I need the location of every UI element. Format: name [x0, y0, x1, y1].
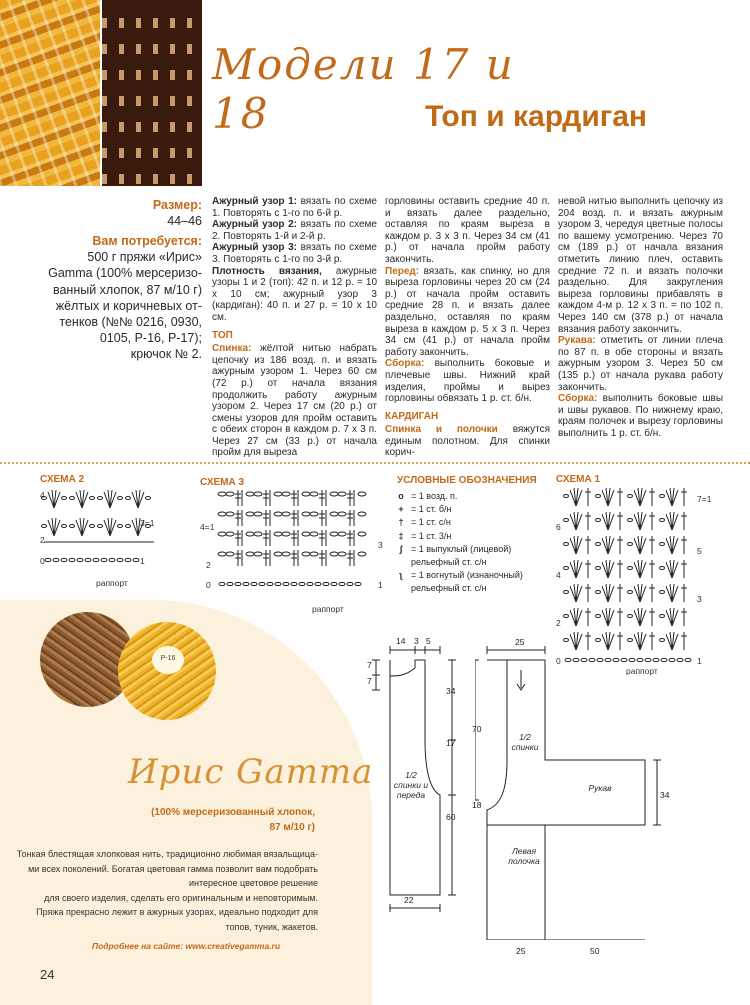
cardigan-dim: 34 [660, 790, 670, 800]
legend-item [395, 569, 545, 595]
yarn-label: P-16 [152, 646, 184, 674]
cardigan-dim: 25 [516, 946, 526, 956]
yarn-desc-line: топов, туник, жакетов. [225, 921, 318, 932]
website-link[interactable]: Подробнее на сайте: www.creativegamma.ru [92, 941, 281, 951]
scheme-1-row: 4 [556, 570, 561, 580]
chain-stitch-icon: o [398, 491, 404, 501]
back-text: жёлтой нитью набрать цепочку из 186 возд. п. и вязать ажурным узором 1. Через 60 см (72 р.) от начала вязания продолжить работу ажурным узором 2. Через 17 см (20 р.) от смены узоров для пройм оставить с обеих сторон в каждом р. 7 х 3 п. Через 27 см (33 р.) от начала пройм для выреза [212, 343, 377, 459]
model-title: Модели 17 и 18 [212, 40, 515, 138]
materials-block [8, 233, 202, 363]
cardigan-dim: 25 [515, 637, 525, 647]
back-label: Спинка: [212, 343, 252, 355]
yarn-desc-line: ми всех поколений. Богатая цветовая гамма позволит вам подобрать [28, 863, 318, 874]
top-dim: 3 [414, 636, 419, 646]
scheme-2-row: 0 [40, 556, 45, 566]
legend [395, 490, 545, 596]
pattern3-label: Ажурный узор 3: [212, 242, 298, 254]
yarn-desc-line: для своего изделия, сделать его оригинальным и неповторимым. [44, 892, 318, 903]
page-number: 24 [40, 967, 55, 982]
sleeve-label: Рукав [588, 783, 612, 793]
top-dim: 7 [367, 676, 372, 686]
yarn-desc-line: Тонкая блестящая хлопковая нить, традиционно любимая вязальщица- [16, 849, 318, 859]
scheme-2-row: 3=1 [140, 518, 155, 528]
legend-text: = 1 ст. 3/н [411, 530, 452, 541]
scheme-3-row: 3 [378, 540, 383, 550]
top-dim: 17 [446, 738, 456, 748]
top-dim: 60 [446, 812, 456, 822]
scheme-2-row: 2 [40, 535, 45, 545]
page-title: Топ и кардиган [425, 100, 648, 133]
yarn-description [8, 847, 318, 934]
cardigan-dim: 18 [472, 800, 482, 810]
legend-item [395, 530, 545, 543]
scheme-1-row: 1 [697, 656, 702, 666]
instructions-column-1 [212, 196, 377, 459]
scheme-1-row: 3 [697, 594, 702, 604]
cardigan-assembly-label: Сборка: [558, 393, 598, 405]
cardigan-pattern-diagram [475, 640, 675, 940]
pattern2-label: Ажурный узор 2: [212, 219, 298, 231]
materials-line: тенков (№№ 0216, 0930, [59, 315, 202, 330]
top-assembly-text: выполнить боковые и плечевые швы. Нижний край изделия, проймы и вырез горловины обвязать 1 р. ст. б/н. [385, 358, 550, 405]
scheme-1-title: СХЕМА 1 [556, 474, 601, 485]
yarn-brand-logo: Ирис Gamma [128, 752, 374, 792]
top-dim: 34 [446, 686, 456, 696]
materials-line: крючок № 2. [130, 347, 202, 362]
legend-text: = 1 возд. п. [411, 491, 458, 501]
sleeves-text: отметить от линии плеча по 87 п. в обе стороны и вязать ажурным узором 3. Через 50 см (135 р.) от начала рукава работу закончить. [558, 335, 724, 393]
front-label: Перед: [385, 265, 420, 277]
legend-text: = 1 выпуклый (лицевой) рельефный ст. с/н [411, 543, 512, 568]
top-assembly-label: Сборка: [385, 358, 425, 370]
cardigan-assembly-text: выполнить боковые швы и швы рукавов. По нижнему краю, краям полочек и вырезу горловины выполнить 1 р. ст. б/н. [558, 393, 723, 439]
density-label: Плотность вязания, [212, 265, 322, 277]
top-piece-label: 1/2 спинки и переда [393, 770, 429, 800]
yarn-desc-line: Пряжа прекрасно лежит в ажурных узорах, идеально подходит для [36, 907, 318, 917]
scheme-3-raport: раппорт [312, 604, 344, 614]
scheme-2-raport: раппорт [96, 578, 128, 588]
half-back-label: 1/2 спинки [511, 732, 539, 752]
legend-item [395, 543, 545, 569]
double-crochet-icon: † [398, 517, 404, 528]
triple-crochet-icon: ‡ [398, 530, 404, 541]
scheme-3-title: СХЕМА 3 [200, 477, 245, 488]
cardigan-dim: 70 [472, 724, 482, 734]
single-crochet-icon: + [398, 504, 404, 515]
yarn-spec-line: 87 м/10 г) [269, 822, 315, 833]
scheme-3-row: 1 [378, 580, 383, 590]
scheme-3-row: 4=1 [200, 522, 215, 532]
materials-line: Gamma (100% мерсеризо- [48, 266, 202, 281]
left-front-label: Левая полочка [508, 846, 540, 866]
materials-line: 500 г пряжи «Ирис» [87, 250, 202, 265]
cardigan-body-label: Спинка и полочки [385, 424, 498, 436]
density-text: ажурные узоры 1 и 2 (топ): 42 п. и 12 р. = 10 х 10 см; ажурный узор 3 (кардиган): 40 п. и 27 р. = 10 х 10 см. [212, 265, 377, 323]
scheme-3-row: 2 [206, 560, 211, 570]
brown-swatch-photo [102, 0, 202, 186]
front-post-icon: ʃ [399, 543, 403, 554]
legend-text: = 1 вогнутый (изнаночный) рельефный ст. с/н [411, 570, 523, 594]
sleeves-label: Рукава: [558, 335, 596, 347]
yarn-spec-line: (100% мерсеризованный хлопок, [151, 807, 315, 818]
scheme-1-diagram [562, 486, 702, 666]
cardigan-body-text: вяжутся единым полотном. Для спинки корич- [385, 424, 550, 459]
scheme-1-raport: раппорт [626, 666, 658, 676]
scheme-3-diagram [214, 490, 374, 592]
top-heading: ТОП [212, 329, 233, 341]
size-label: Размер: [152, 198, 202, 212]
scheme-1-row: 5 [697, 546, 702, 556]
pattern1-text: вязать по схеме 1. Повторять с 1-го по 6-й р. [212, 196, 377, 219]
instructions-column-3 [558, 196, 723, 439]
top-dim: 7 [367, 660, 372, 670]
legend-item [395, 490, 545, 503]
cardigan-dim: 50 [590, 946, 600, 956]
scheme-1-row: 7=1 [697, 494, 712, 504]
materials-line: ванный хлопок, 87 м/10 г) [52, 282, 202, 297]
scheme-2-title: СХЕМА 2 [40, 474, 85, 485]
legend-title: УСЛОВНЫЕ ОБОЗНАЧЕНИЯ [397, 475, 537, 486]
scheme-1-row: 2 [556, 618, 561, 628]
materials-line: жёлтых и коричневых от- [55, 298, 202, 313]
dotted-divider [0, 462, 750, 464]
cardigan-heading: КАРДИГАН [385, 410, 439, 422]
legend-item [395, 503, 545, 516]
back-continued-text: горловины оставить средние 40 п. и вязать далее раздельно, оставляя по краям выреза в каждом р. 3 х 3 п. Через 34 см (41 р.) от начала пройм работу закончить. [385, 196, 550, 265]
yellow-swatch-photo [0, 0, 100, 186]
scheme-2-row: 4 [40, 490, 45, 500]
front-text: вязать, как спинку, но для выреза горловины через 20 см (24 р.) от начала пройм оставить средние 28 п. и вязать далее раздельно, оставляя по краям выреза в каждом р. 5 х 3 п. Через 34 см (41 р.) от начала пройм работу закончить. [385, 265, 551, 358]
top-dim: 5 [426, 636, 431, 646]
size-block [60, 197, 202, 229]
legend-text: = 1 ст. с/н [411, 517, 451, 528]
back-post-icon: ʅ [399, 570, 403, 581]
top-dim: 22 [404, 895, 414, 905]
size-value: 44–46 [167, 214, 202, 228]
cardigan-continued-text: невой нитью выполнить цепочку из 204 возд. п. и вязать ажурным узором 3, чередуя цветные полосы по вашему усмотрению. Через 70 см (189 р.) от начала вязания отметить линию плеч, оставить средние 72 п. и вязать полочки раздельно. Для закругления выреза горловины прибавлять в каждом 4-м р. 12 х 3 п. = по 102 п. Через 140 см (378 р.) от начала вязания работу закончить. [558, 196, 723, 335]
yarn-spec [110, 805, 315, 835]
materials-line: 0105, Р-16, Р-17); [99, 331, 202, 346]
pattern2-text: вязать по схеме 2. Повторять 1-й и 2-й р. [212, 219, 377, 242]
scheme-1-row: 0 [556, 656, 561, 666]
scheme-2-row: 1 [140, 556, 145, 566]
pattern1-label: Ажурный узор 1: [212, 196, 298, 207]
yarn-desc-line: интересное цветовое решение [188, 878, 318, 888]
scheme-3-row: 0 [206, 580, 211, 590]
scheme-1-row: 6 [556, 522, 561, 532]
legend-text: = 1 ст. б/н [411, 504, 452, 515]
pattern3-text: вязать по схеме 3. Повторять с 1-го по 3-й р. [212, 242, 377, 265]
top-dim: 14 [396, 636, 406, 646]
materials-label: Вам потребуется: [92, 234, 202, 248]
instructions-column-2 [385, 196, 550, 459]
legend-item [395, 516, 545, 529]
